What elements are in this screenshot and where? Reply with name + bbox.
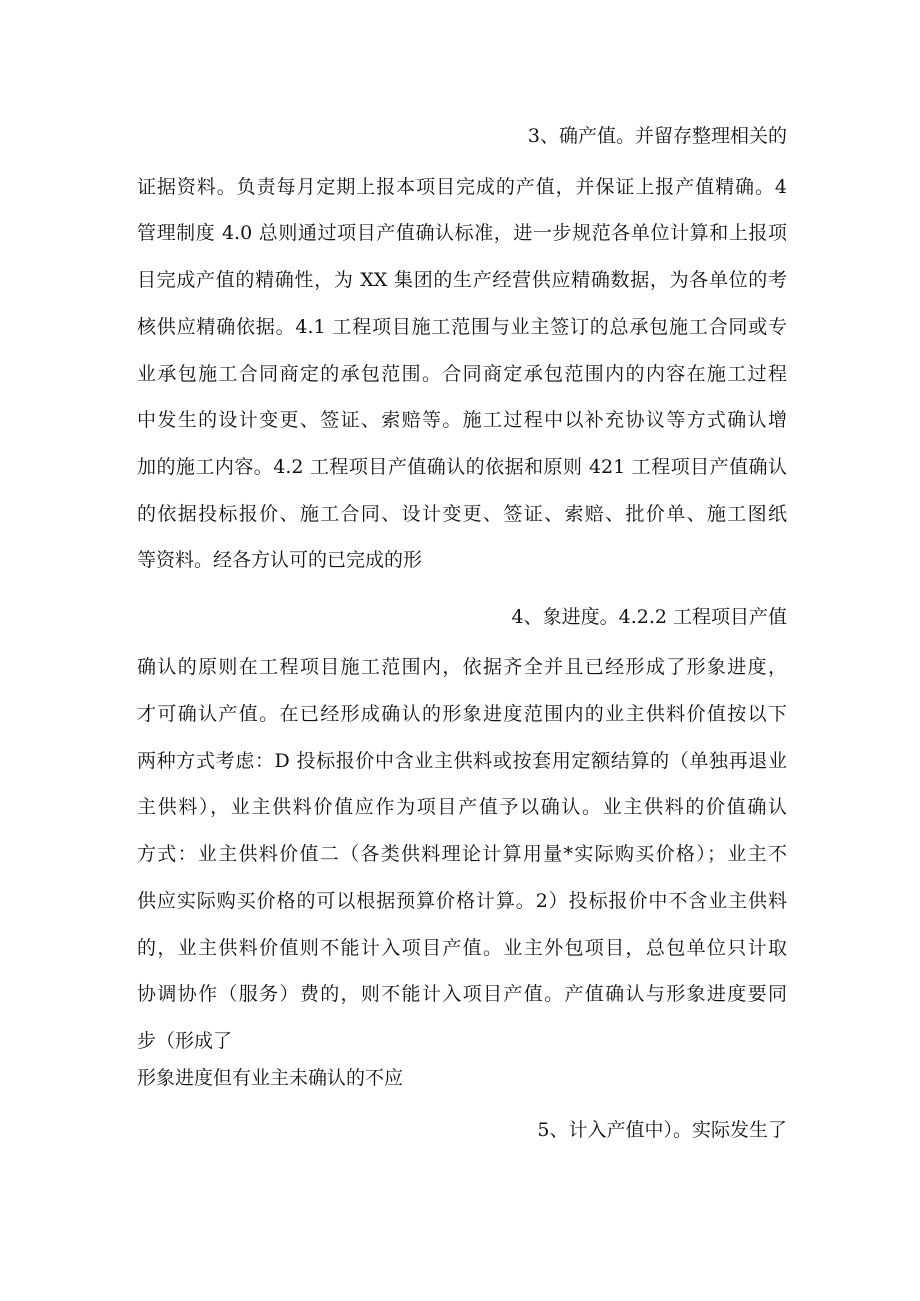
- text-line: 4、象进度。4.2.2 工程项目产值: [511, 606, 787, 628]
- text-line: 中发生的设计变更、签证、索赔等。施工过程中以补充协议等方式确认增: [137, 409, 787, 431]
- text-line: 主供料），业主供料价值应作为项目产值予以确认。业主供料的价值确认: [137, 796, 787, 818]
- text-line: 目完成产值的精确性，为 XX 集团的生产经营供应精确数据，为各单位的考: [137, 269, 787, 291]
- text-line: 才可确认产值。在已经形成确认的形象进度范围内的业主供料价值按以下: [137, 703, 787, 725]
- text-line: 3、确产值。并留存整理相关的: [527, 125, 787, 147]
- text-line: 协调协作（服务）费的，则不能计入项目产值。产值确认与形象进度要同: [137, 983, 787, 1005]
- text-line: 方式：业主供料价值二（各类供料理论计算用量*实际购买价格）；业主不: [137, 843, 787, 865]
- text-line: 业承包施工合同商定的承包范围。合同商定承包范围内的内容在施工过程: [137, 363, 787, 385]
- text-line: 加的施工内容。4.2 工程项目产值确认的依据和原则 421 工程项目产值确认: [137, 456, 787, 478]
- text-line: 供应实际购买价格的可以根据预算价格计算。2）投标报价中不含业主供料: [137, 890, 787, 912]
- text-line: 证据资料。负责每月定期上报本项目完成的产值，并保证上报产值精确。4: [137, 176, 787, 198]
- text-line: 形象进度但有业主未确认的不应: [137, 1067, 404, 1089]
- text-line: 的依据投标报价、施工合同、设计变更、签证、索赔、批价单、施工图纸: [137, 503, 787, 525]
- text-line: 管理制度 4.0 总则通过项目产值确认标准，进一步规范各单位计算和上报项: [137, 222, 787, 244]
- text-line: 步（形成了: [137, 1030, 233, 1052]
- text-line: 确认的原则在工程项目施工范围内，依据齐全并且已经形成了形象进度，: [137, 656, 787, 678]
- text-line: 的，业主供料价值则不能计入项目产值。业主外包项目，总包单位只计取: [137, 937, 787, 959]
- text-line: 5、计入产值中）。实际发生了: [537, 1119, 787, 1141]
- text-line: 等资料。经各方认可的已完成的形: [137, 549, 423, 571]
- text-line: 两种方式考虑：D 投标报价中含业主供料或按套用定额结算的（单独再退业: [137, 750, 787, 772]
- text-line: 核供应精确依据。4.1 工程项目施工范围与业主签订的总承包施工合同或专: [137, 316, 787, 338]
